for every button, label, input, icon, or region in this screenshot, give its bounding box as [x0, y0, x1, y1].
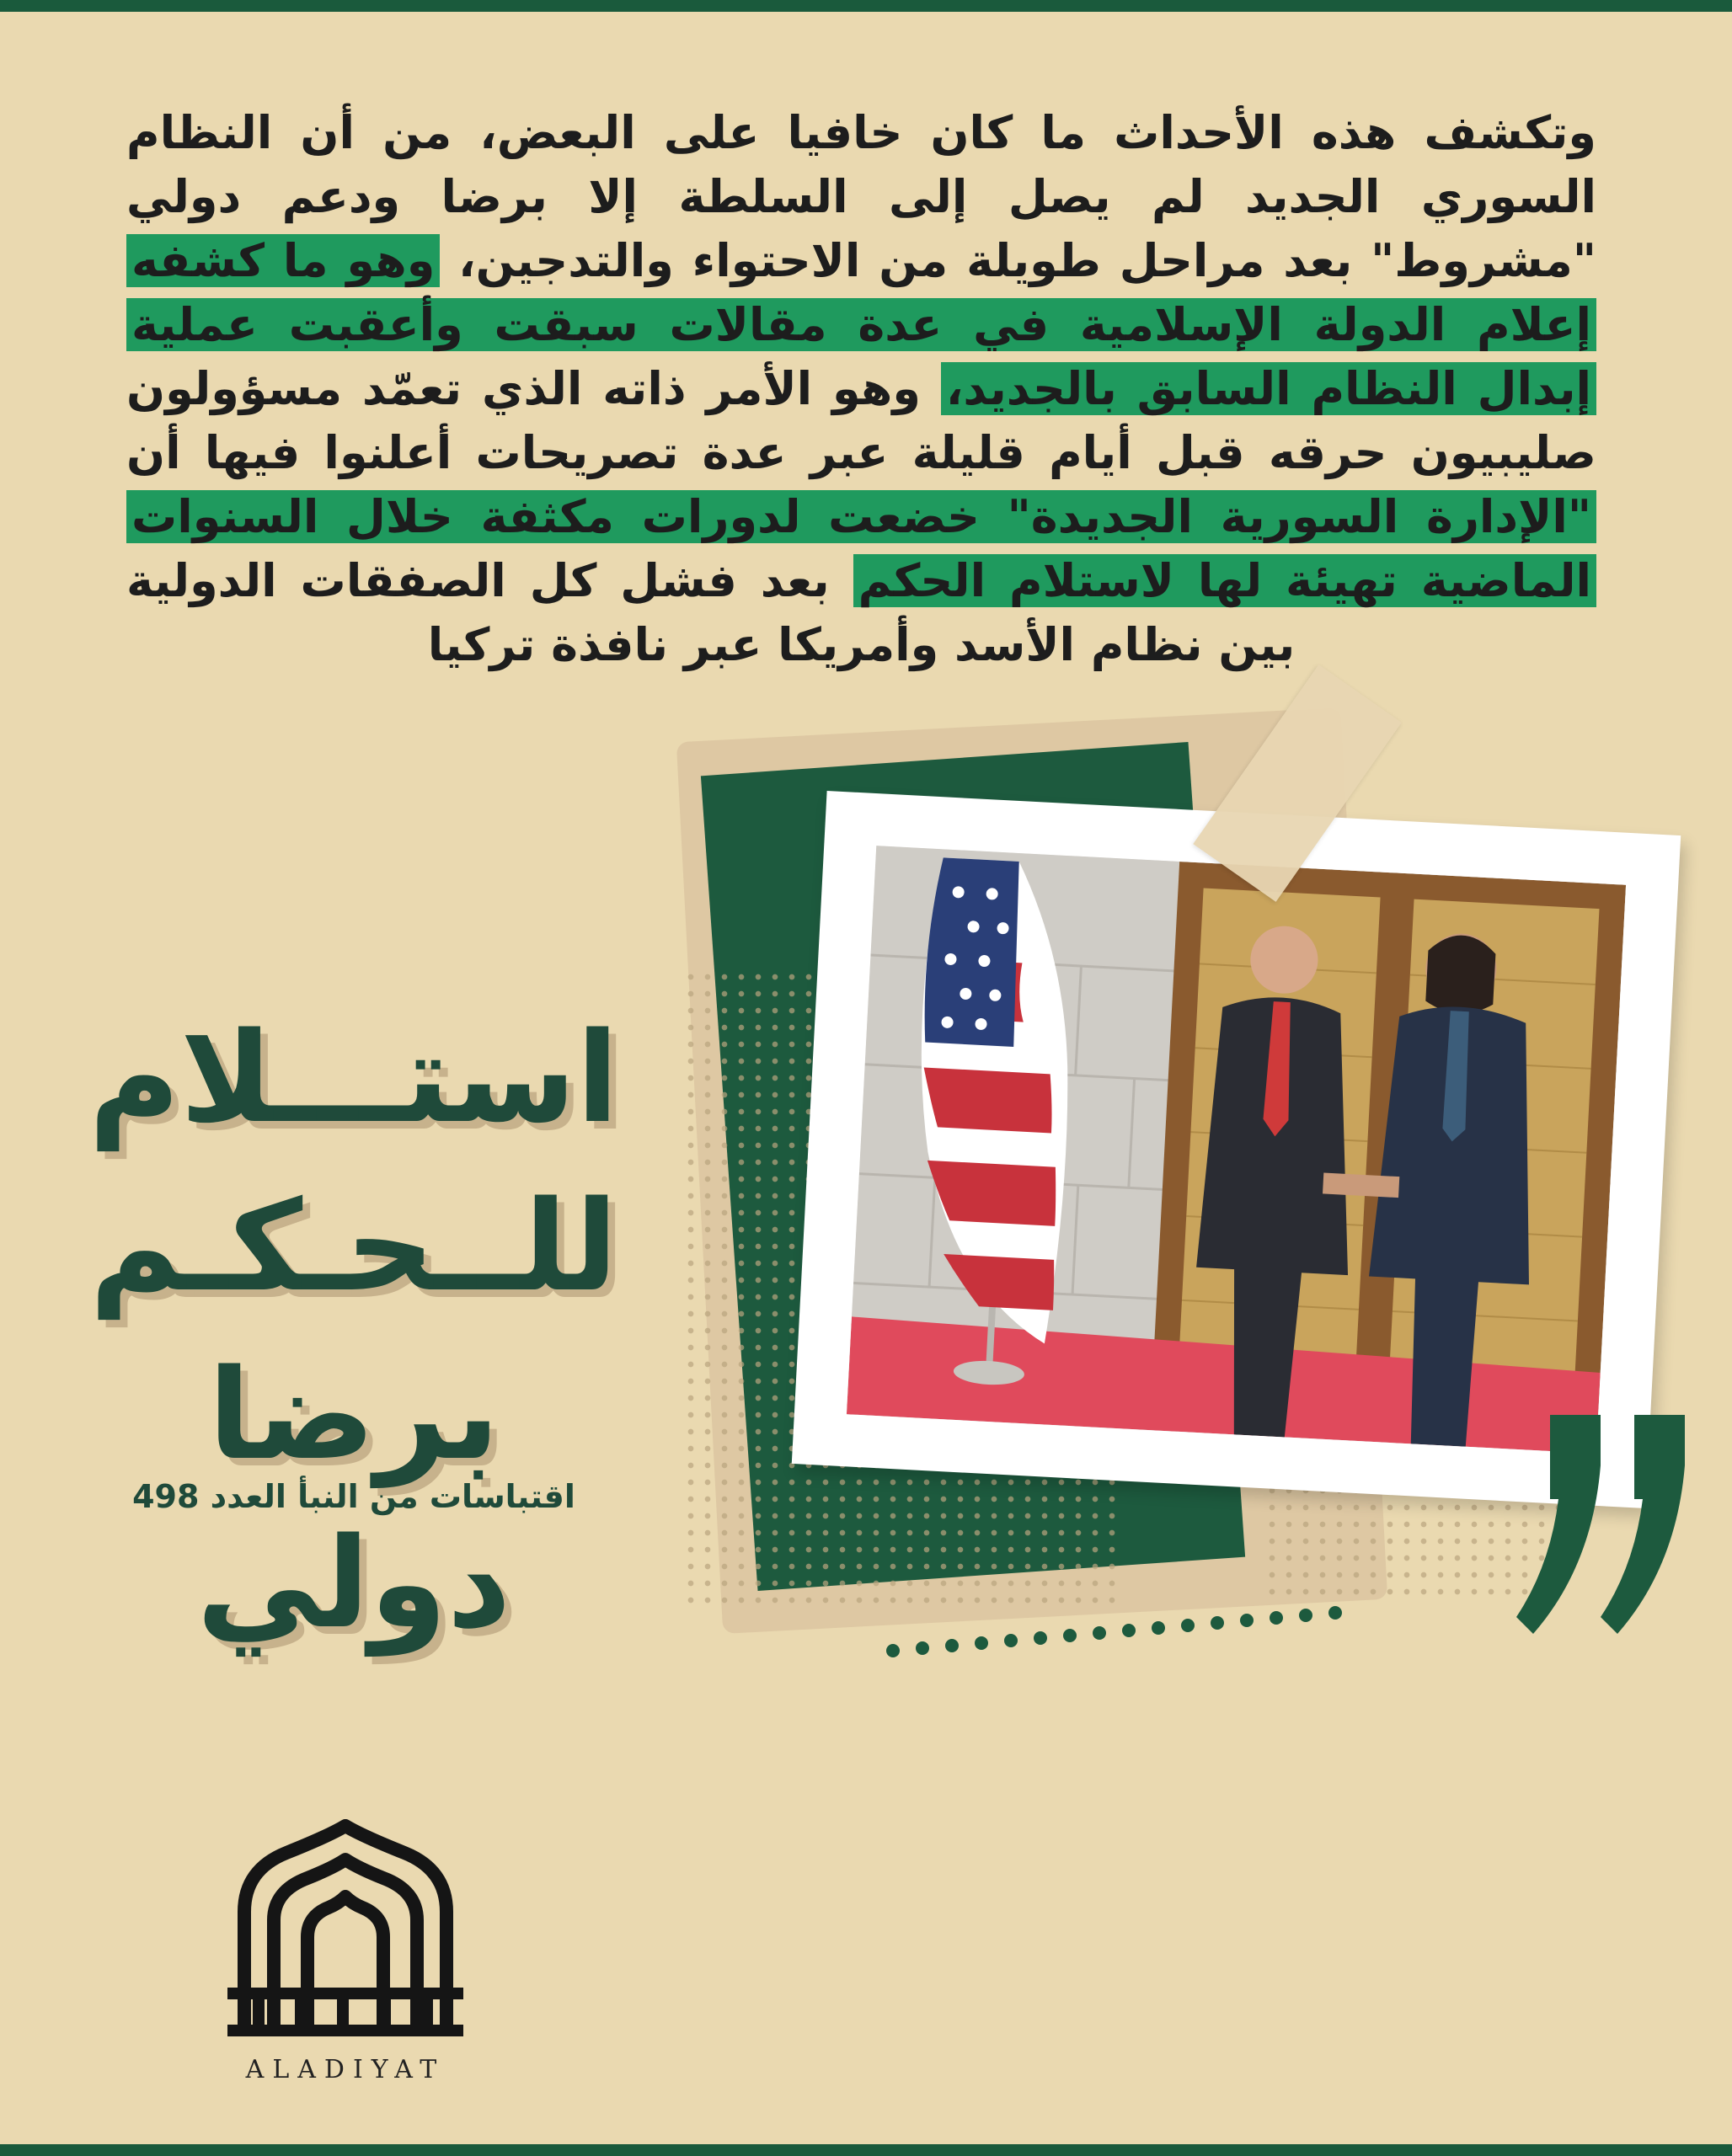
dotted-decoration	[885, 1541, 1356, 1668]
handshake-photo	[847, 846, 1626, 1454]
title-line-2: للــحـكـم	[89, 1174, 618, 1319]
paragraph-text-1: وتكشف هذه الأحداث ما كان خافيا على البعض، من أن النظام السوري الجديد لم يصل إلى السلطة إلا برضا ودعم دولي "مشروط" بعد مراحل طويلة من الاحتواء والتدجين،	[126, 106, 1596, 287]
bottom-border	[0, 2144, 1732, 2156]
paragraph-highlight-2: "الإدارة السورية الجديدة" خضعت لدورات مكثفة خلال السنوات الماضية تهيئة لها لاستلام الحكم	[126, 490, 1596, 607]
title-line-1: استـــلام	[88, 1006, 619, 1150]
title-line-3: برضا دولي	[196, 1342, 511, 1656]
paragraph-text-3: بعد فشل كل الصفقات الدولية بين نظام الأسد وأمريكا عبر نافذة تركيا	[126, 554, 1296, 671]
main-title	[84, 994, 623, 1668]
issue-caption: اقتباسات من النبأ العدد 498	[132, 1478, 575, 1515]
aladiyat-logo	[227, 1819, 463, 2105]
logo-label: ALADIYAT	[245, 2055, 446, 2084]
photo-frame	[792, 791, 1681, 1508]
paragraph-highlight-1: وهو ما كشفه إعلام الدولة الإسلامية في عدة مقالات سبقت وأعقبت عملية إبدال النظام السابق بالجديد،	[126, 234, 1596, 415]
top-border	[0, 0, 1732, 12]
mosque-arch-icon	[227, 1819, 463, 2047]
paragraph-text-2: وهو الأمر ذاته الذي تعمّد مسؤولون صليبيون حرقه قبل أيام قليلة عبر عدة تصريحات أعلنوا فيها أن	[126, 362, 1596, 479]
closing-quote-icon	[1516, 1415, 1693, 1634]
quote-paragraph	[126, 101, 1596, 677]
